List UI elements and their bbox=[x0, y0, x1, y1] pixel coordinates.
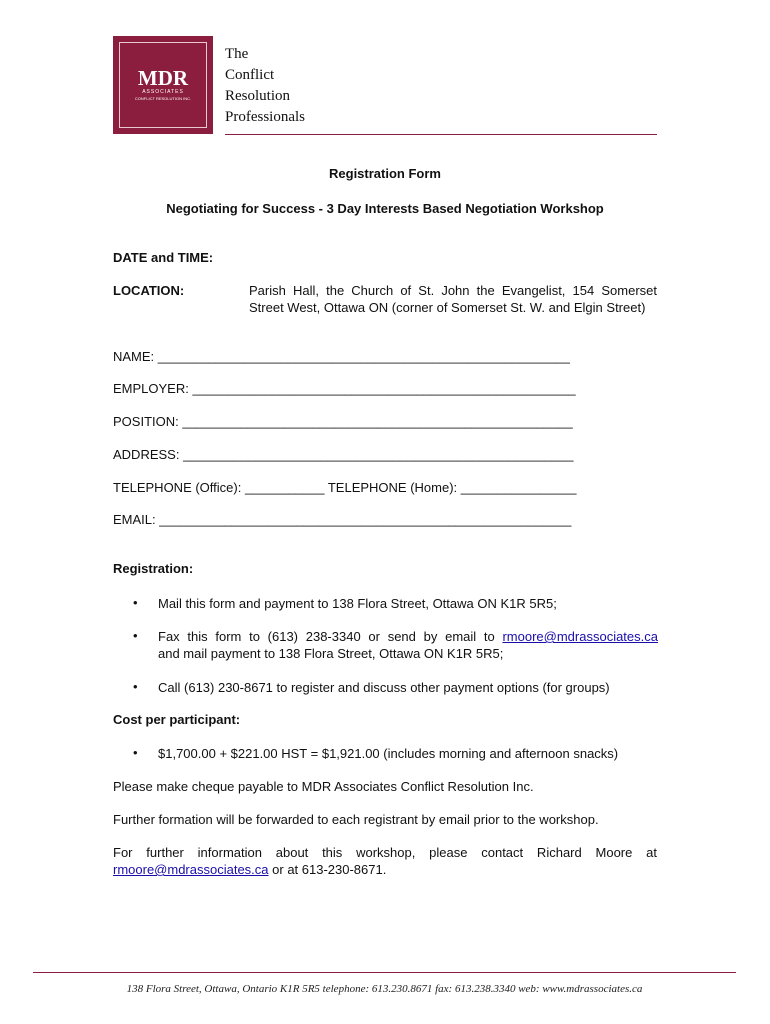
tagline-line: Resolution bbox=[225, 88, 291, 104]
contact-phone: or at 613-230-8671. bbox=[268, 862, 387, 877]
form-title: Registration Form bbox=[329, 166, 441, 181]
bullet-icon: • bbox=[133, 595, 138, 610]
footer-contact: 138 Flora Street, Ottawa, Ontario K1R 5R5 telephone: 613.230.8671 fax: 613.238.3340 web: www.mdrassociates.ca bbox=[126, 983, 643, 995]
contact-line: For further information about this workshop, please contact Richard Moore at bbox=[113, 845, 657, 860]
registration-item-mail: Mail this form and payment to 138 Flora Street, Ottawa ON K1R 5R5; bbox=[158, 596, 557, 611]
workshop-title: Negotiating for Success - 3 Day Interests Based Negotiation Workshop bbox=[166, 201, 604, 216]
contact-note bbox=[113, 844, 657, 878]
tagline bbox=[225, 44, 305, 128]
location-text: Parish Hall, the Church of St. John the Evangelist, 154 Somerset Street West, Ottawa ON (corner of Somerset St. W. and Elgin Street) bbox=[249, 283, 657, 315]
contact-line-2 bbox=[113, 861, 657, 878]
address-field[interactable]: ADDRESS: ______________________________________________________ bbox=[113, 447, 574, 462]
contact-email-link[interactable]: rmoore@mdrassociates.ca bbox=[113, 862, 269, 877]
name-field[interactable]: NAME: _________________________________________________________ bbox=[113, 349, 570, 364]
further-note: Further formation will be forwarded to each registrant by email prior to the workshop. bbox=[113, 812, 599, 827]
employer-field[interactable]: EMPLOYER: _____________________________________________________ bbox=[113, 381, 576, 396]
bullet-icon: • bbox=[133, 745, 138, 760]
tagline-line: Conflict bbox=[225, 67, 275, 83]
logo-assoc: ASSOCIATES bbox=[142, 89, 184, 95]
date-label: DATE and TIME: bbox=[113, 250, 214, 265]
telephone-field[interactable]: TELEPHONE (Office): ___________ TELEPHONE (Home): ________________ bbox=[113, 480, 577, 495]
fax-line bbox=[158, 628, 658, 645]
logo-sub: CONFLICT RESOLUTION INC. bbox=[134, 96, 192, 101]
cheque-note: Please make cheque payable to MDR Associates Conflict Resolution Inc. bbox=[113, 779, 534, 794]
location-label: LOCATION: bbox=[113, 283, 185, 298]
email-field[interactable]: EMAIL: _________________________________________________________ bbox=[113, 512, 572, 527]
logo-brand: MDR bbox=[137, 66, 189, 90]
fax-line-2: and mail payment to 138 Flora Street, Ottawa ON K1R 5R5; bbox=[158, 646, 504, 661]
tagline-line: The bbox=[225, 46, 249, 62]
header-divider bbox=[225, 134, 657, 135]
email-link[interactable]: rmoore@mdrassociates.ca bbox=[502, 629, 658, 644]
registration-item-call: Call (613) 230-8671 to register and discuss other payment options (for groups) bbox=[158, 680, 610, 695]
bullet-icon: • bbox=[133, 628, 138, 643]
footer-divider bbox=[33, 972, 736, 973]
cost-heading: Cost per participant: bbox=[113, 712, 241, 727]
registration-heading: Registration: bbox=[113, 561, 194, 576]
tagline-line: Professionals bbox=[225, 109, 305, 125]
registration-item-fax bbox=[158, 628, 658, 662]
cost-item: $1,700.00 + $221.00 HST = $1,921.00 (includes morning and afternoon snacks) bbox=[158, 746, 619, 761]
mdr-logo bbox=[113, 36, 213, 134]
fax-text: Fax this form to (613) 238-3340 or send by email to bbox=[158, 629, 503, 644]
bullet-icon: • bbox=[133, 679, 138, 694]
position-field[interactable]: POSITION: ______________________________________________________ bbox=[113, 414, 573, 429]
